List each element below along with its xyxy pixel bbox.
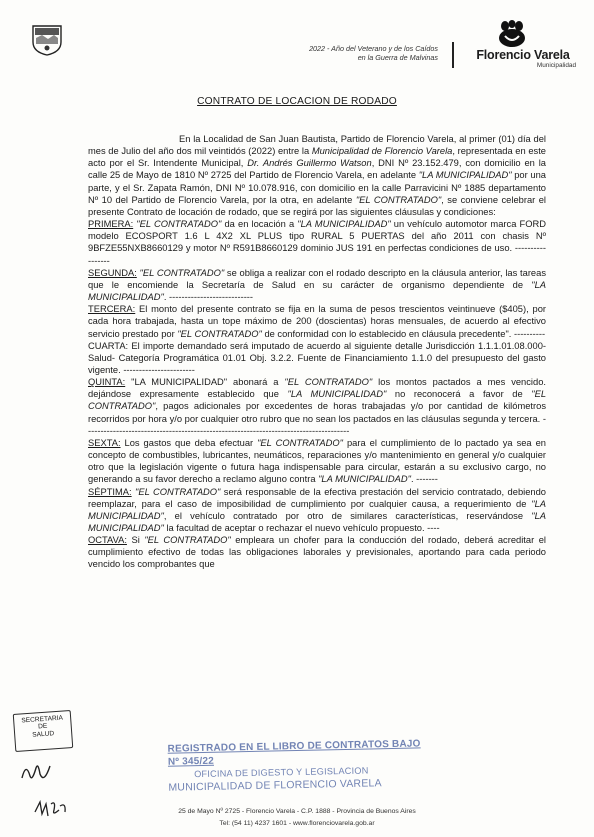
clause-label: SÉPTIMA:	[88, 486, 132, 497]
header-motto	[238, 44, 438, 62]
logo-name: Florencio Varela	[476, 48, 570, 62]
clause-quinta: QUINTA: "LA MUNICIPALIDAD" abonará a "EL CONTRATADO" los montos pactados a mes vencido. dejándose expresamente establecido que "LA MUNICIPALIDAD" no reconocerá a favor de "EL CONTRATADO", pagos adicionales por excedentes de horas trabajadas y/o por cantidad de kilómetros recorridos por hora y/o por cualquier otro rubro que no sean los pactados en las cláusulas segunda y tercera. -------------------------------------------------------------------------------------	[88, 377, 547, 436]
footer-contact: Tel: (54 11) 4237 1601 - www.florenciovarela.gob.ar	[219, 820, 375, 827]
clause-cuarta: CUARTA: El importe demandado será imputado de acuerdo al siguiente detalle Jurisdicción 1.1.1.01.08.000-Salud- Categoría Programática 01.01 Obj. 3.2.2. Fuente de Financiamiento 1.1.0 del presupuesto del gasto vigente. -----------------------	[88, 340, 546, 375]
florencio-varela-logo-icon	[496, 20, 528, 48]
header-divider	[452, 42, 454, 68]
clause-segunda: SEGUNDA: "EL CONTRATADO" se obliga a realizar con el rodado descripto en la cláusula anterior, las tareas que le encomiende la Secretaría de Salud en su carácter de organismo dependiente de "LA MUNICIPALIDAD". ---------------------------	[88, 267, 546, 303]
clause-label: QUINTA:	[88, 377, 126, 388]
clause-label: PRIMERA:	[88, 219, 134, 230]
clause-octava: OCTAVA: Si "EL CONTRATADO" empleara un chofer para la conducción del rodado, deberá acreditar el cumplimiento efectivo de todas las obligaciones laborales y previsionales, aportando para cada periodo vencido los comprobantes que	[88, 535, 546, 570]
footer-address: 25 de Mayo Nº 2725 - Florencio Varela - C.P. 1888 - Provincia de Buenos Aires	[178, 808, 416, 815]
handwritten-initials-signature	[18, 758, 56, 786]
motto-line-1: 2022 - Año del Veterano y de los Caídos	[309, 44, 438, 53]
clause-sexta: SEXTA: Los gastos que deba efectuar "EL CONTRATADO" para el cumplimiento de lo pactado ya sea en concepto de combustibles, lubricantes, neumáticos, reparaciones y/o mantenimiento en general y/o cualquier otro que la legislación vigente o futura haga indispensable para circular, estarán a su exclusivo cargo, no generando a su favor derecho a reclamo alguno contra "LA MUNICIPALIDAD". -------	[88, 437, 546, 485]
contract-body	[88, 133, 546, 571]
motto-line-2: en la Guerra de Malvinas	[357, 53, 438, 62]
clause-label: CUARTA:	[88, 340, 129, 351]
secretaria-salud-stamp: SECRETARIA DE SALUD	[13, 710, 74, 752]
clause-label: SEXTA:	[88, 437, 121, 448]
clause-septima: SÉPTIMA: "EL CONTRATADO" será responsable de la efectiva prestación del servicio contratado, debiendo reemplazar, para el caso de imposibilidad de cumplimiento por cualquier causa, a requerimiento de "LA MUNICIPALIDAD", el vehículo contratado por otro de similares características, reservándose "LA MUNICIPALIDAD" la facultad de aceptar o rechazar el nuevo vehículo propuesto. ----	[88, 486, 546, 533]
registry-stamp: REGISTRADO EN EL LIBRO DE CONTRATOS BAJO Nº 345/22 OFICINA DE DIGESTO Y LEGISLACION MUNICIPALIDAD DE FLORENCIO VARELA	[167, 738, 421, 794]
municipal-crest-icon	[30, 24, 64, 56]
clause-label: OCTAVA:	[88, 535, 127, 546]
clause-label: TERCERA:	[88, 304, 136, 315]
clause-tercera: TERCERA: El monto del presente contrato se fija en la suma de pesos trescientos veintinueve ($405), por cada hora trabajada, hasta un tope máximo de 200 (doscientas) horas mensuales, de acuerdo al efectivo servicio prestado por "EL CONTRATADO" de conformidad con lo establecido en cláusula precedente". ----------	[88, 304, 546, 339]
intro-paragraph: En la Localidad de San Juan Bautista, Partido de Florencio Varela, al primer (01) día del mes de Julio del año dos mil veintidós (2022) entre la Municipalidad de Florencio Varela, representada en este acto por el Sr. Intendente Municipal, Dr. Andrés Guillermo Watson, DNI Nº 23.152.479, con domicilio en la calle 25 de Mayo de 1810 Nº 2725 del Partido de Florencio Varela, en adelante "LA MUNICIPALIDAD" por una parte, y el Sr. Zapata Ramón, DNI Nº 10.078.916, con domicilio en la calle Parravicini Nº 1885 departamento Nº 10 del Partido de Florencio Varela, por la otra, en adelante "EL CONTRATADO", se conviene celebrar el presente Contrato de locación de rodado, que se regirá por las siguientes cláusulas y condiciones:	[88, 134, 547, 217]
logo-subtitle: Municipalidad	[536, 62, 576, 69]
clause-label: SEGUNDA:	[88, 267, 137, 278]
clause-primera: PRIMERA: "EL CONTRATADO" da en locación a "LA MUNICIPALIDAD" un vehículo automotor marca FORD modelo ECOSPORT 1.6 L 4X2 XL PLUS tipo RURAL 5 PUERTAS del año 2011 con chasis Nº 9BFZE55NXB8660129 y motor Nº R591B8660129 dominio JUS 191 en perfectas condiciones de uso. -----------------	[88, 219, 546, 266]
document-title: CONTRATO DE LOCACION DE RODADO	[197, 96, 397, 107]
